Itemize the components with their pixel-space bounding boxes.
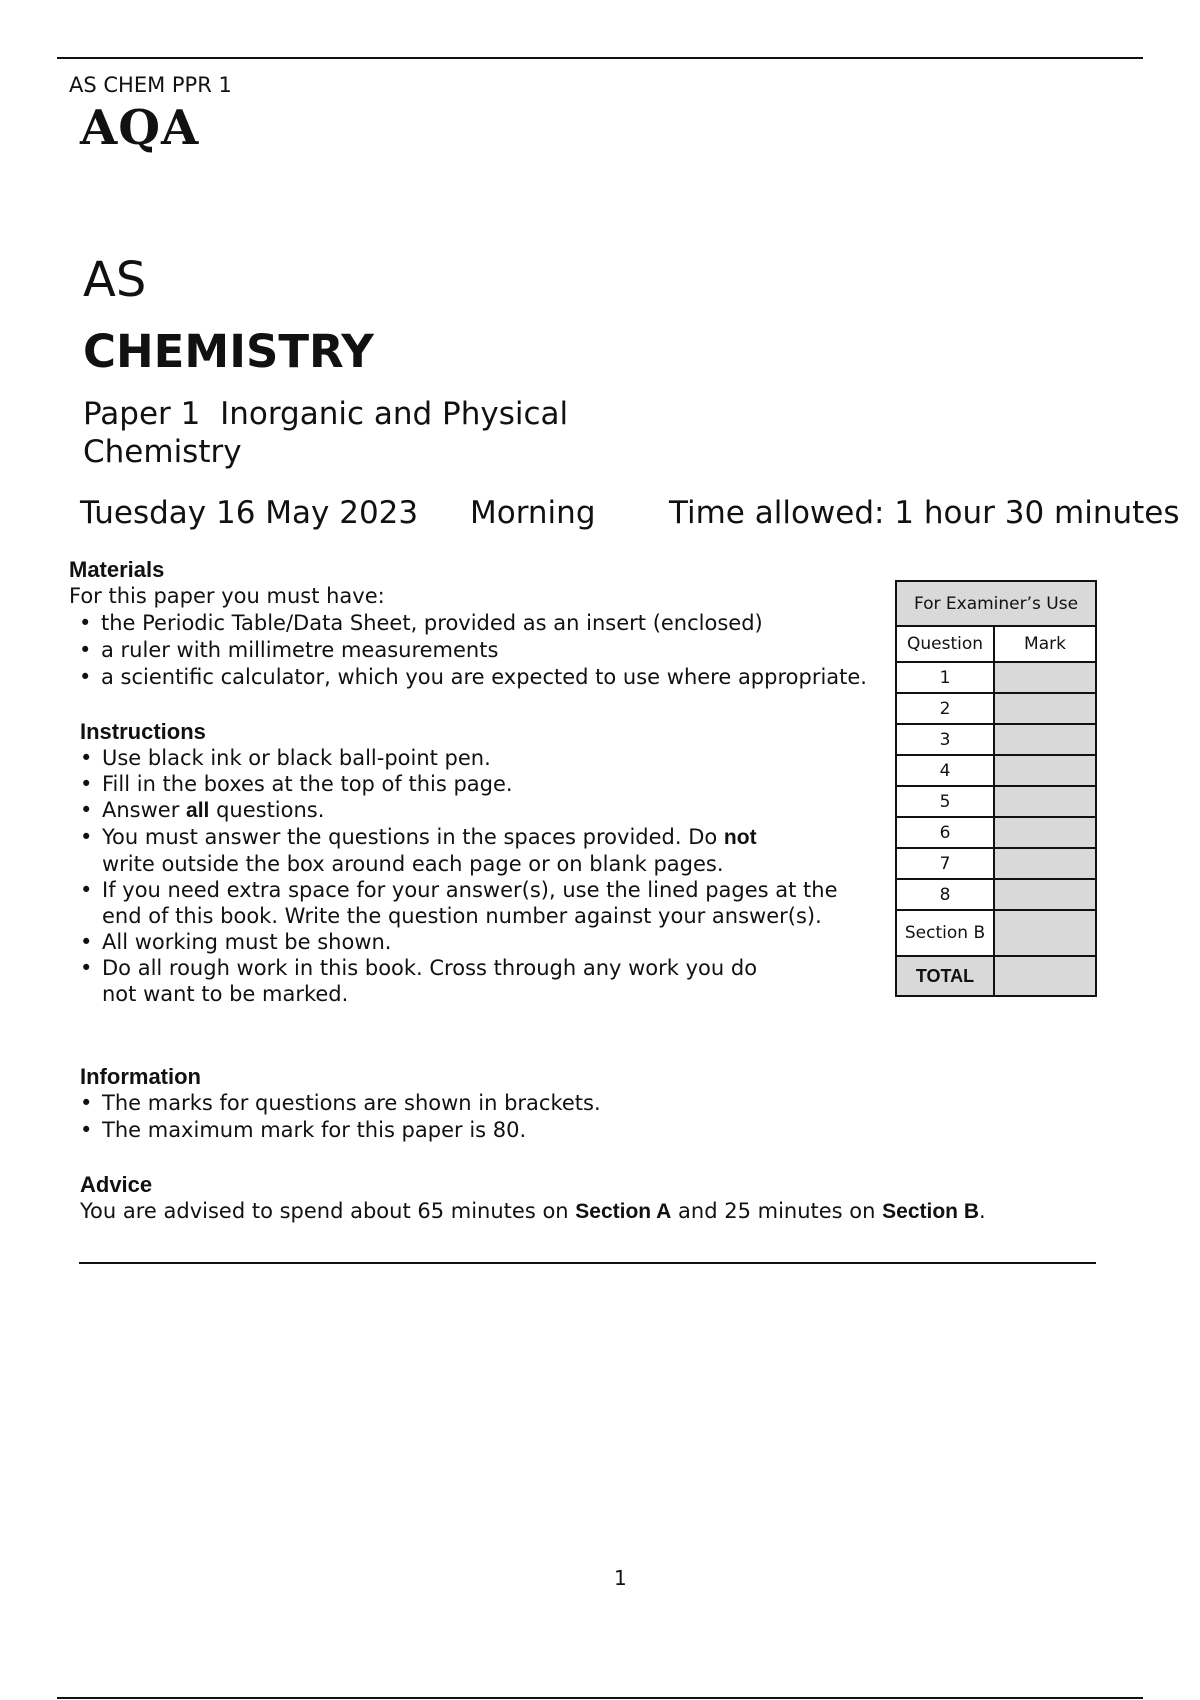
advice-separator-rule: [79, 1262, 1096, 1264]
mark-cell: [994, 662, 1096, 693]
bullet-icon: •: [79, 665, 92, 689]
bullet-icon: •: [80, 1091, 93, 1115]
list-item: • the Periodic Table/Data Sheet, provided as an insert (enclosed): [79, 611, 763, 635]
paper-code: AS CHEM PPR 1: [69, 73, 232, 97]
mark-cell: [994, 786, 1096, 817]
information-section: [80, 1064, 980, 1143]
top-rule: [57, 57, 1143, 59]
advice-text: You are advised to spend about 65 minutes on Section A and 25 minutes on Section B.: [80, 1199, 986, 1223]
list-item: • The marks for questions are shown in brackets.: [80, 1091, 601, 1115]
list-item: • If you need extra space for your answer(s), use the lined pages at the end of this book. Write the question number against your answer(s).: [80, 878, 838, 928]
bullet-icon: •: [80, 930, 93, 954]
paper-title-line-2: Chemistry: [83, 434, 242, 470]
list-item: • You must answer the questions in the spaces provided. Do not write outside the box around each page or on blank pages.: [80, 825, 757, 876]
mark-cell: [994, 879, 1096, 910]
mark-cell: [994, 848, 1096, 879]
exam-session: Morning: [470, 495, 596, 531]
paper-title-line-1: Paper 1 Inorganic and Physical: [83, 396, 569, 432]
materials-section: [69, 557, 929, 690]
qualification-level: AS: [83, 252, 147, 308]
total-mark-cell: [994, 956, 1096, 996]
mark-cell: [994, 910, 1096, 956]
table-row: 6: [896, 817, 1096, 848]
list-item: • All working must be shown.: [80, 930, 392, 954]
bullet-icon: •: [80, 956, 93, 980]
table-row: 1: [896, 662, 1096, 693]
instructions-heading: Instructions: [80, 719, 206, 744]
materials-heading: Materials: [69, 557, 165, 582]
page-number: 1: [614, 1566, 627, 1590]
list-item: • a scientific calculator, which you are expected to use where appropriate.: [79, 665, 867, 689]
list-item: • Answer all questions.: [80, 798, 325, 822]
mark-cell: [994, 817, 1096, 848]
paper-title: [83, 395, 568, 471]
bullet-icon: •: [80, 878, 93, 902]
bullet-icon: •: [79, 611, 92, 635]
mark-cell: [994, 724, 1096, 755]
examiners-use-table: [895, 580, 1097, 997]
list-item: • Do all rough work in this book. Cross through any work you do not want to be marked.: [80, 956, 758, 1006]
information-heading: Information: [80, 1064, 201, 1089]
table-row: 2: [896, 693, 1096, 724]
information-list: [68, 1090, 980, 1143]
table-row: 3: [896, 724, 1096, 755]
advice-section: [80, 1172, 1140, 1225]
aqa-logo: AQA: [80, 100, 200, 156]
bullet-icon: •: [80, 798, 93, 822]
materials-intro: For this paper you must have:: [69, 584, 385, 608]
table-row: 4: [896, 755, 1096, 786]
exam-date: Tuesday 16 May 2023: [80, 495, 419, 531]
bullet-icon: •: [79, 638, 92, 662]
list-item: • a ruler with millimetre measurements: [79, 638, 499, 662]
table-row: Section B: [896, 910, 1096, 956]
table-row: 5: [896, 786, 1096, 817]
subject-title: CHEMISTRY: [83, 325, 374, 378]
materials-list: [67, 610, 929, 690]
table-row: 7: [896, 848, 1096, 879]
total-label: TOTAL: [896, 956, 994, 996]
examiners-use-caption: For Examiner’s Use: [896, 581, 1096, 626]
instructions-list: [68, 745, 880, 1007]
bullet-icon: •: [80, 772, 93, 796]
list-item: • Fill in the boxes at the top of this page.: [80, 772, 513, 796]
instructions-section: [80, 719, 880, 1007]
bullet-icon: •: [80, 1118, 93, 1142]
time-allowed: Time allowed: 1 hour 30 minutes: [669, 495, 1180, 531]
bottom-rule: [57, 1697, 1143, 1699]
table-row: 8: [896, 879, 1096, 910]
list-item: • Use black ink or black ball-point pen.: [80, 746, 491, 770]
question-column-header: Question: [896, 626, 994, 662]
advice-heading: Advice: [80, 1172, 153, 1197]
mark-cell: [994, 755, 1096, 786]
mark-column-header: Mark: [994, 626, 1096, 662]
bullet-icon: •: [80, 825, 93, 849]
list-item: • The maximum mark for this paper is 80.: [80, 1118, 527, 1142]
total-row: [896, 956, 1096, 996]
bullet-icon: •: [80, 746, 93, 770]
mark-cell: [994, 693, 1096, 724]
